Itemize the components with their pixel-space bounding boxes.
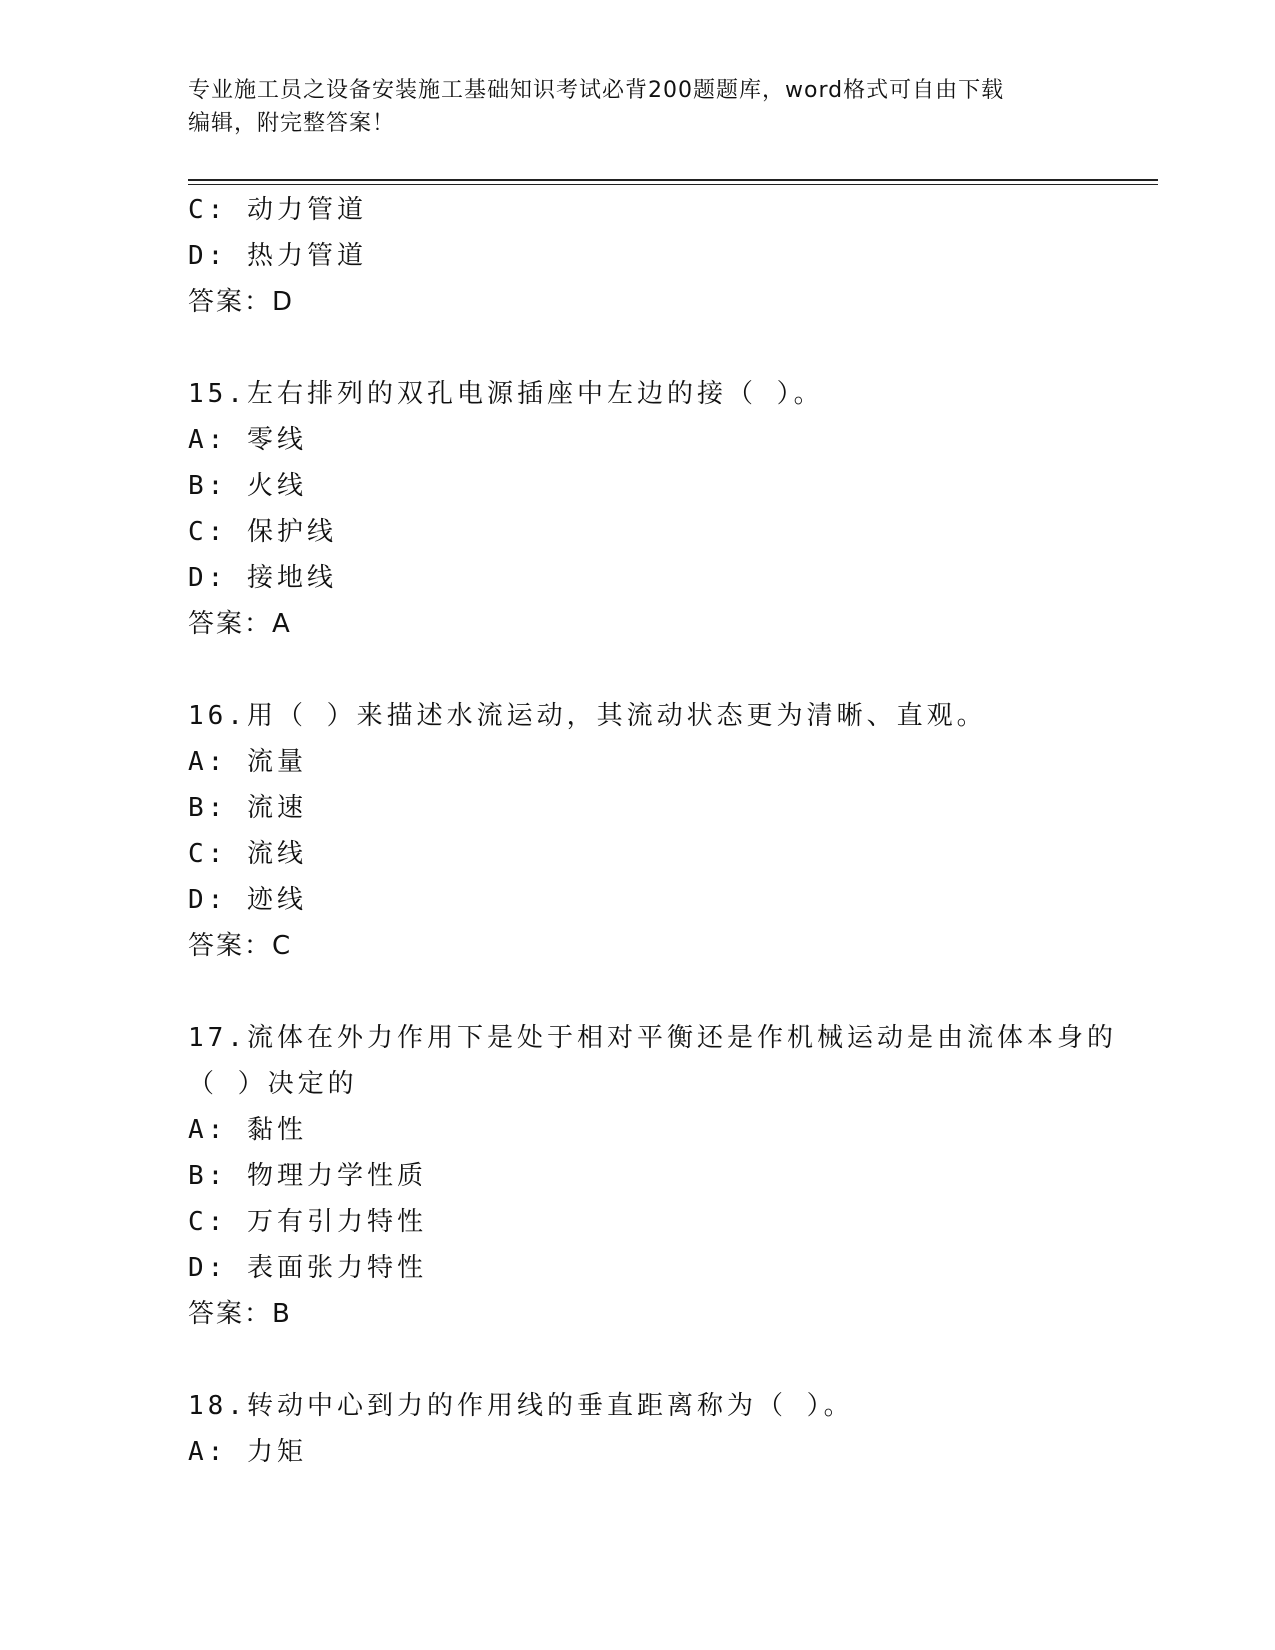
question-stem: 16.用（ ）来描述水流运动，其流动状态更为清晰、直观。 bbox=[188, 701, 987, 731]
option-c: C: 动力管道 bbox=[188, 195, 367, 225]
header-divider-thin bbox=[188, 184, 1158, 185]
option-a: A: 零线 bbox=[188, 425, 307, 455]
option-c: C: 流线 bbox=[188, 839, 307, 869]
question-stem: 17.流体在外力作用下是处于相对平衡还是作机械运动是由流体本身的 bbox=[188, 1023, 1117, 1053]
option-d: D: 迹线 bbox=[188, 885, 307, 915]
option-c: C: 保护线 bbox=[188, 517, 337, 547]
option-a: A: 力矩 bbox=[188, 1437, 307, 1467]
option-c: C: 万有引力特性 bbox=[188, 1207, 427, 1237]
option-a: A: 流量 bbox=[188, 747, 307, 777]
option-b: B: 流速 bbox=[188, 793, 307, 823]
question-16 bbox=[188, 693, 1168, 969]
option-d: D: 热力管道 bbox=[188, 241, 367, 271]
question-list bbox=[188, 187, 1168, 1475]
header-title-line-1: 专业施工员之设备安装施工基础知识考试必背200题题库，word格式可自由下载 bbox=[188, 78, 1005, 103]
document-header bbox=[188, 74, 1088, 140]
answer-line: 答案：B bbox=[188, 1299, 292, 1329]
option-a: A: 黏性 bbox=[188, 1115, 307, 1145]
spacer bbox=[188, 325, 1168, 371]
header-divider-thick bbox=[188, 179, 1158, 181]
question-14-continued bbox=[188, 187, 1168, 325]
answer-line: 答案：D bbox=[188, 287, 295, 317]
question-17 bbox=[188, 1015, 1168, 1337]
answer-line: 答案：A bbox=[188, 609, 292, 639]
spacer bbox=[188, 969, 1168, 1015]
option-b: B: 火线 bbox=[188, 471, 307, 501]
option-d: D: 接地线 bbox=[188, 563, 337, 593]
spacer bbox=[188, 1337, 1168, 1383]
header-title-line-2: 编辑，附完整答案！ bbox=[188, 111, 396, 136]
question-15 bbox=[188, 371, 1168, 647]
answer-line: 答案：C bbox=[188, 931, 293, 961]
option-b: B: 物理力学性质 bbox=[188, 1161, 427, 1191]
option-d: D: 表面张力特性 bbox=[188, 1253, 427, 1283]
question-stem: 15.左右排列的双孔电源插座中左边的接（ ）。 bbox=[188, 379, 824, 409]
question-18 bbox=[188, 1383, 1168, 1475]
question-stem-continued: （ ）决定的 bbox=[188, 1069, 358, 1099]
question-stem: 18.转动中心到力的作用线的垂直距离称为（ ）。 bbox=[188, 1391, 854, 1421]
spacer bbox=[188, 647, 1168, 693]
